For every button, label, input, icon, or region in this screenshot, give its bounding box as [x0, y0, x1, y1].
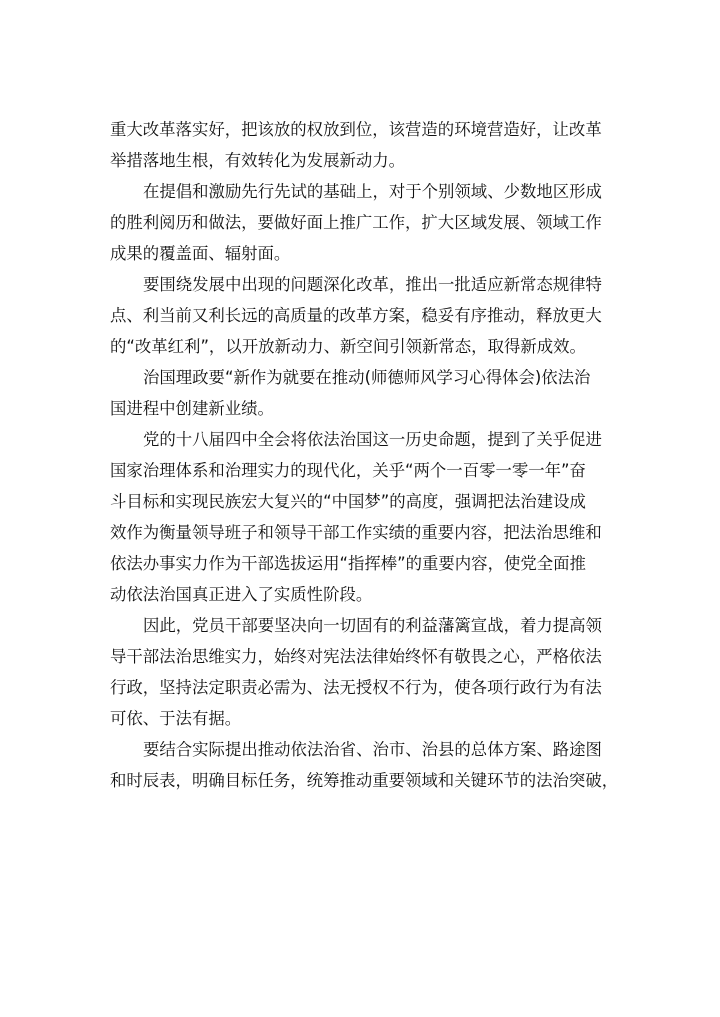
text-line: 要围绕发展中出现的问题深化改革，推出一批适应新常态规律特 — [143, 275, 602, 294]
paragraph-7 — [110, 734, 619, 796]
text-line: 举措落地生根，有效转化为发展新动力。 — [110, 151, 406, 170]
paragraph-6 — [110, 610, 608, 734]
text-line: 导干部法治思维实力，始终对宪法法律始终怀有敬畏之心，严格依法 — [110, 647, 602, 666]
text-line: 要结合实际提出推动依法治省、治市、治县的总体方案、路途图 — [143, 740, 602, 759]
text-line: 可依、于法有据。 — [110, 709, 242, 728]
paragraph-4 — [110, 362, 608, 424]
text-line: 因此，党员干部要坚决向一切固有的利益藩篱宣战，着力提高领 — [143, 616, 602, 635]
text-line: 和时辰表，明确目标任务，统筹推动重要领域和关键环节的法治突破， — [110, 771, 619, 790]
text-line: 行政，坚持法定职责必需为、法无授权不行为，使各项行政行为有法 — [110, 678, 602, 697]
paragraph-3 — [110, 269, 608, 362]
text-line: 党的十八届四中全会将依法治国这一历史命题，提到了关乎促进 — [143, 430, 602, 449]
text-line: 国家治理体系和治理实力的现代化，关乎“两个一百零一零一年”奋 — [110, 461, 586, 480]
paragraph-5 — [110, 424, 608, 610]
paragraph-2 — [110, 176, 608, 269]
text-line: 依法办事实力作为干部选拔运用“指挥棒”的重要内容，使党全面推 — [110, 554, 586, 573]
text-line: 的“改革红利”，以开放新动力、新空间引领新常态，取得新成效。 — [110, 337, 586, 356]
text-line: 国进程中创建新业绩。 — [110, 399, 274, 418]
text-line: 动依法治国真正进入了实质性阶段。 — [110, 585, 373, 604]
text-line: 治国理政要“新作为就要在推动(师德师风学习心得体会)依法治 — [143, 368, 591, 387]
document-body — [110, 114, 619, 796]
paragraph-1 — [110, 114, 608, 176]
text-line: 重大改革落实好，把该放的权放到位，该营造的环境营造好，让改革 — [110, 120, 602, 139]
text-line: 在提倡和激励先行先试的基础上，对于个别领域、少数地区形成 — [143, 182, 602, 201]
text-line: 斗目标和实现民族宏大复兴的“中国梦”的高度，强调把法治建设成 — [110, 492, 586, 511]
text-line: 的胜利阅历和做法，要做好面上推广工作，扩大区域发展、领域工作 — [110, 213, 602, 232]
text-line: 成果的覆盖面、辐射面。 — [110, 244, 291, 263]
text-line: 效作为衡量领导班子和领导干部工作实绩的重要内容，把法治思维和 — [110, 523, 602, 542]
text-line: 点、利当前又利长远的高质量的改革方案，稳妥有序推动，释放更大 — [110, 306, 602, 325]
